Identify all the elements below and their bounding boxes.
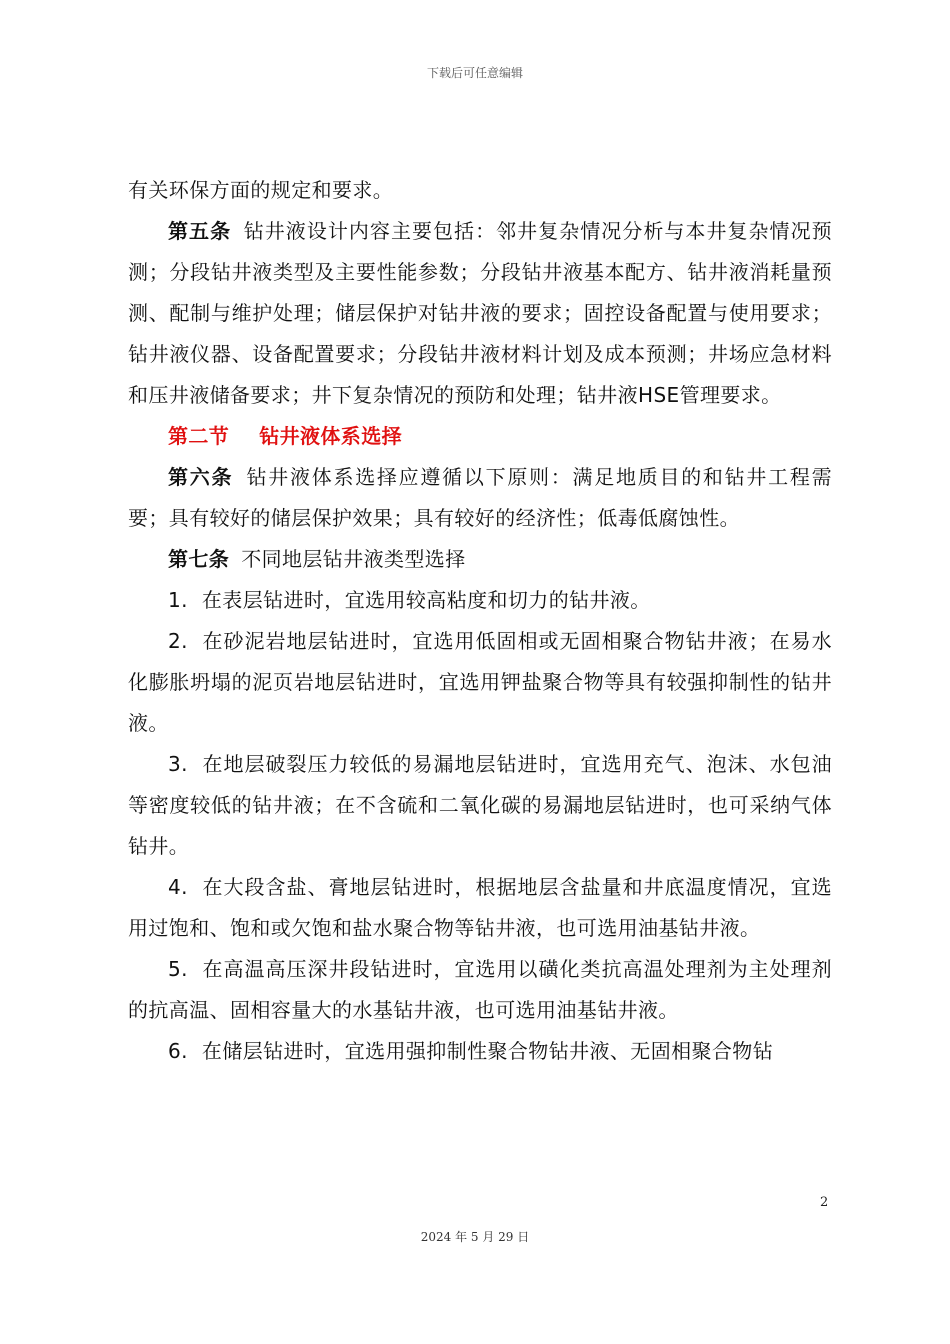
list-item xyxy=(128,580,832,621)
paragraph-continuation: 有关环保方面的规定和要求。 xyxy=(128,178,394,202)
list-item xyxy=(128,949,832,1031)
list-item-number: 1. xyxy=(168,588,188,612)
article-7 xyxy=(128,539,832,580)
list-item-number: 6. xyxy=(168,1039,188,1063)
list-item-text: 在表层钻进时，宜选用较高粘度和切力的钻井液。 xyxy=(201,588,651,612)
article-6 xyxy=(128,457,832,539)
list-item xyxy=(128,744,832,867)
list-item-text: 在砂泥岩地层钻进时，宜选用低固相或无固相聚合物钻井液；在易水化膨胀坍塌的泥页岩地层钻进时，宜选用钾盐聚合物等具有较强抑制性的钻井液。 xyxy=(128,629,832,735)
article-5-text: 钻井液设计内容主要包括：邻井复杂情况分析与本井复杂情况预测；分段钻井液类型及主要性能参数；分段钻井液基本配方、钻井液消耗量预测、配制与维护处理；储层保护对钻井液的要求；固控设备配置与使用要求；钻井液仪器、设备配置要求；分段钻井液材料计划及成本预测；井场应急材料和压井液储备要求；井下复杂情况的预防和处理；钻井液HSE管理要求。 xyxy=(128,219,833,407)
list-item-text: 在大段含盐、膏地层钻进时，根据地层含盐量和井底温度情况，宜选用过饱和、饱和或欠饱和盐水聚合物等钻井液，也可选用油基钻井液。 xyxy=(128,875,832,940)
list-item-number: 5. xyxy=(168,957,188,981)
list-item-number: 4. xyxy=(168,875,188,899)
article-5 xyxy=(128,211,832,416)
section-number: 第二节 xyxy=(168,424,230,448)
list-item-number: 2. xyxy=(168,629,188,653)
list-item xyxy=(128,621,832,744)
list-item-text: 在地层破裂压力较低的易漏地层钻进时，宜选用充气、泡沫、水包油等密度较低的钻井液；在不含硫和二氧化碳的易漏地层钻进时，也可采纳气体钻井。 xyxy=(128,752,832,858)
section-heading xyxy=(128,416,832,457)
article-7-text: 不同地层钻井液类型选择 xyxy=(241,547,466,571)
article-7-label: 第七条 xyxy=(168,547,230,571)
section-title: 钻井液体系选择 xyxy=(259,424,403,448)
list-item-text: 在高温高压深井段钻进时，宜选用以磺化类抗高温处理剂为主处理剂的抗高温、固相容量大的水基钻井液，也可选用油基钻井液。 xyxy=(128,957,832,1022)
list-item xyxy=(128,867,832,949)
page-header: 下载后可任意编辑 xyxy=(426,66,523,80)
document-body xyxy=(128,170,832,1072)
page-footer-date: 2024 年 5 月 29 日 xyxy=(420,1230,530,1244)
list-item-number: 3. xyxy=(168,752,188,776)
page-number: 2 xyxy=(820,1195,829,1210)
article-6-label: 第六条 xyxy=(168,465,234,489)
article-6-text: 钻井液体系选择应遵循以下原则：满足地质目的和钻井工程需要；具有较好的储层保护效果；具有较好的经济性；低毒低腐蚀性。 xyxy=(128,465,832,530)
list-item-text: 在储层钻进时，宜选用强抑制性聚合物钻井液、无固相聚合物钻 xyxy=(201,1039,774,1063)
article-5-label: 第五条 xyxy=(168,219,232,243)
list-item xyxy=(128,1031,832,1072)
